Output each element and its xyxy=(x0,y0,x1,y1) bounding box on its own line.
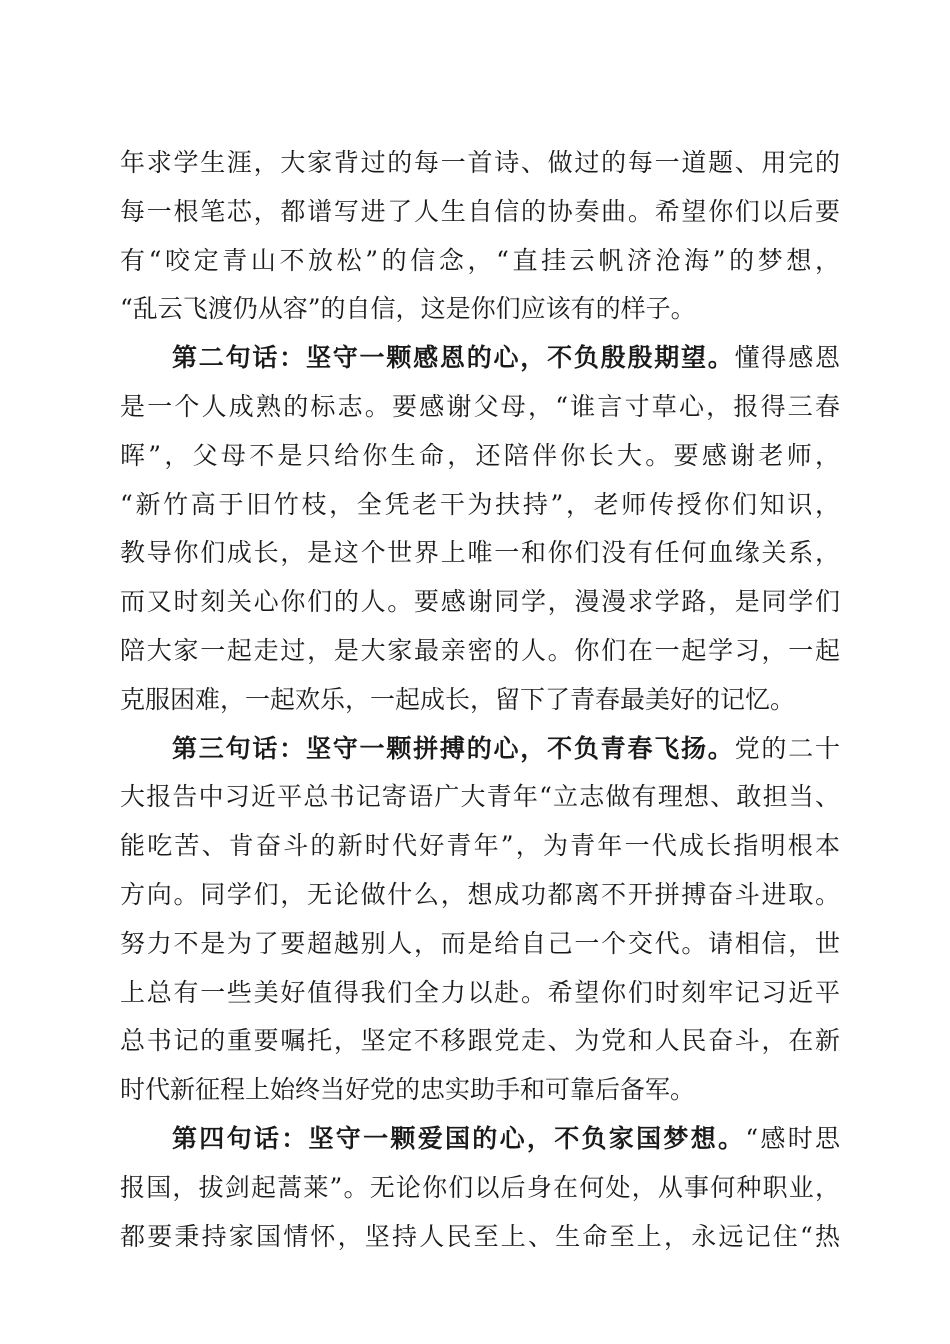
text-run: “感时思 xyxy=(745,1123,840,1153)
paragraph-2 xyxy=(120,334,840,724)
text-line: 报国，拔剑起蒿莱”。无论你们以后身在何处，从事何种职业， xyxy=(120,1172,840,1202)
body-text xyxy=(120,139,840,1261)
text-line: 能吃苦、肯奋斗的新时代好青年”，为青年一代成长指明根本 xyxy=(120,831,840,861)
text-line: 教导你们成长，是这个世界上唯一和你们没有任何血缘关系， xyxy=(120,538,840,568)
paragraph-first-line xyxy=(120,334,840,383)
paragraph-1 xyxy=(120,139,840,334)
text-line: 方向。同学们，无论做什么，想成功都离不开拼搏奋斗进取。 xyxy=(120,879,840,909)
text-line: 晖”，父母不是只给你生命，还陪伴你长大。要感谢老师， xyxy=(120,440,840,470)
text-line: 而又时刻关心你们的人。要感谢同学，漫漫求学路，是同学们 xyxy=(120,587,840,617)
text-line: 陪大家一起走过，是大家最亲密的人。你们在一起学习，一起 xyxy=(120,635,840,665)
paragraph-heading: 第三句话：坚守一颗拼搏的心，不负青春飞扬。 xyxy=(172,733,735,763)
text-line: 是一个人成熟的标志。要感谢父母，“谁言寸草心，报得三春 xyxy=(120,391,840,421)
paragraph-heading: 第二句话：坚守一颗感恩的心，不负殷殷期望。 xyxy=(172,343,735,373)
text-line: 总书记的重要嘱托，坚定不移跟党走、为党和人民奋斗，在新 xyxy=(120,1026,840,1056)
paragraph-3 xyxy=(120,725,840,1115)
text-run: 党的二十 xyxy=(734,733,840,763)
text-line: 大报告中习近平总书记寄语广大青年“立志做有理想、敢担当、 xyxy=(120,782,840,812)
text-line: 时代新征程上始终当好党的忠实助手和可靠后备军。 xyxy=(120,1075,696,1105)
paragraph-heading: 第四句话：坚守一颗爱国的心，不负家国梦想。 xyxy=(172,1123,746,1153)
paragraph-4 xyxy=(120,1115,840,1261)
text-line: 都要秉持家国情怀，坚持人民至上、生命至上，永远记住“热 xyxy=(120,1221,840,1251)
text-line: 每一根笔芯，都谱写进了人生自信的协奏曲。希望你们以后要 xyxy=(120,196,840,226)
text-line: 克服困难，一起欢乐，一起成长，留下了青春最美好的记忆。 xyxy=(120,684,796,714)
text-line: “新竹高于旧竹枝，全凭老干为扶持”，老师传授你们知识， xyxy=(120,489,840,519)
paragraph-first-line xyxy=(120,725,840,774)
text-line: 有“咬定青山不放松”的信念，“直挂云帆济沧海”的梦想， xyxy=(120,245,840,275)
text-line: 上总有一些美好值得我们全力以赴。希望你们时刻牢记习近平 xyxy=(120,977,840,1007)
paragraph-first-line xyxy=(120,1115,840,1164)
text-line: “乱云飞渡仍从容”的自信，这是你们应该有的样子。 xyxy=(120,294,696,324)
text-run: 懂得感恩 xyxy=(734,343,840,373)
text-line: 努力不是为了要超越别人，而是给自己一个交代。请相信，世 xyxy=(120,928,840,958)
text-line: 年求学生涯，大家背过的每一首诗、做过的每一道题、用完的 xyxy=(120,148,840,177)
